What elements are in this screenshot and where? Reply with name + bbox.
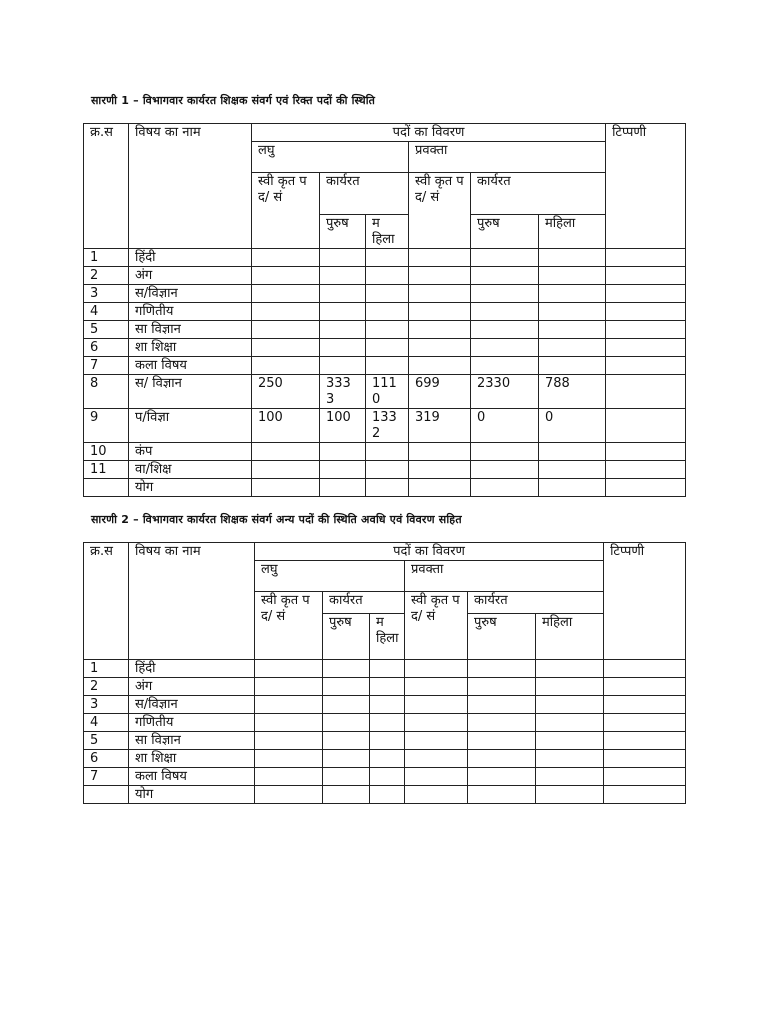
table-cell-e [471,267,539,285]
table-cell-f [539,339,606,357]
working-header: कार्यरत [323,592,405,614]
table-cell-d [409,357,471,375]
table-cell-d [409,303,471,321]
table-cell-empty [370,660,405,678]
table-row [84,303,686,321]
table-row [84,750,686,768]
table-cell-empty [370,750,405,768]
table-cell-sn: 2 [84,267,129,285]
table-cell-empty [255,696,323,714]
table-cell-d: 319 [409,409,471,443]
table-cell-empty [370,696,405,714]
male2-header: पुरुष [471,215,539,249]
table-cell-empty [323,732,370,750]
table-cell-empty [468,660,536,678]
table-cell-b [320,461,366,479]
table-cell-empty [536,714,604,732]
table-cell-sn: 4 [84,303,129,321]
table-cell-f [539,479,606,497]
table-cell-f [539,357,606,375]
table-cell-empty [323,696,370,714]
table-cell-empty [536,786,604,804]
table-cell-b: 3333 [320,375,366,409]
table-cell-empty [468,714,536,732]
table-cell-b [320,339,366,357]
table-cell-sn: 8 [84,375,129,409]
table-cell-b [320,267,366,285]
working-header: कार्यरत [320,173,409,215]
table-cell-empty [370,714,405,732]
table-cell-g [606,285,686,303]
table-cell-empty [536,660,604,678]
table-cell-c [366,443,409,461]
table-cell-empty [468,750,536,768]
working2-header: कार्यरत [468,592,604,614]
table-cell-f [539,267,606,285]
table-cell-b [320,357,366,375]
female-header: महिला [370,614,405,660]
table-row [84,285,686,303]
table-cell-empty [604,660,686,678]
table-cell-name: स/विज्ञान [129,285,252,303]
table-cell-a [252,479,320,497]
sanctioned-header: स्वी कृत पद/ सं [255,592,323,660]
remarks-header: टिप्पणी [606,124,686,249]
table-row [84,678,686,696]
table-cell-empty [536,732,604,750]
remarks-header: टिप्पणी [604,543,686,660]
table-row [84,321,686,339]
serial-header: क्र.स [84,543,129,660]
table-cell-b [320,443,366,461]
table-cell-e [471,461,539,479]
table-cell-g [606,249,686,267]
table-cell-a [252,285,320,303]
table-cell-a [252,339,320,357]
table-cell-empty [405,732,468,750]
table-cell-f [539,461,606,479]
table-cell-sn: 1 [84,249,129,267]
table-cell-sn: 1 [84,660,129,678]
table-cell-empty [370,768,405,786]
table-cell-e: 2330 [471,375,539,409]
table-cell-empty [323,678,370,696]
table-cell-f: 0 [539,409,606,443]
table-cell-name: अंग [129,267,252,285]
table-cell-a [252,461,320,479]
table-cell-g [606,375,686,409]
table-cell-empty [604,750,686,768]
table-cell-e [471,479,539,497]
table-cell-c [366,303,409,321]
table-cell-empty [604,768,686,786]
table-cell-empty [255,768,323,786]
table-cell-d [409,267,471,285]
male2-header: पुरुष [468,614,536,660]
group-header: पदों का विवरण [252,124,606,142]
table-cell-empty [604,732,686,750]
table-cell-name: कला विषय [129,768,255,786]
sanctioned2-header: स्वी कृत पद/ सं [405,592,468,660]
table-cell-e: 0 [471,409,539,443]
sanctioned-header: स्वी कृत पद/ सं [252,173,320,249]
table-cell-b [320,321,366,339]
table-cell-b [320,479,366,497]
table-cell-a [252,267,320,285]
table-cell-empty [323,750,370,768]
table-cell-sn: 4 [84,714,129,732]
table-row [84,267,686,285]
table-cell-e [471,339,539,357]
table-cell-f [539,285,606,303]
male-header: पुरुष [320,215,366,249]
table-cell-b [320,249,366,267]
table-cell-empty [468,768,536,786]
table-cell-name: गणितीय [129,714,255,732]
table-cell-b: 100 [320,409,366,443]
table-cell-empty [604,678,686,696]
table-cell-empty [536,768,604,786]
table-cell-c [366,357,409,375]
table-cell-g [606,357,686,375]
table-cell-g [606,409,686,443]
table-cell-a [252,321,320,339]
table-cell-d [409,461,471,479]
table-cell-name: योग [129,786,255,804]
table-cell-a [252,443,320,461]
table-cell-e [471,321,539,339]
table-cell-sn: 11 [84,461,129,479]
table-cell-name: योग [129,479,252,497]
table-cell-g [606,321,686,339]
table-cell-a: 250 [252,375,320,409]
table1 [83,123,686,497]
table-cell-name: गणितीय [129,303,252,321]
table-cell-empty [468,732,536,750]
table-cell-empty [255,786,323,804]
table-cell-name: कला विषय [129,357,252,375]
table-row [84,732,686,750]
table-cell-empty [255,732,323,750]
table-cell-name: प/विज्ञा [129,409,252,443]
table-row [84,714,686,732]
female2-header: महिला [536,614,604,660]
table-cell-empty [536,750,604,768]
name-header: विषय का नाम [129,543,255,660]
table-cell-empty [468,696,536,714]
table-cell-empty [370,678,405,696]
table-cell-e [471,285,539,303]
table-cell-empty [468,786,536,804]
table-row [84,339,686,357]
table-cell-empty [405,750,468,768]
serial-header: क्र.स [84,124,129,249]
table-row [84,249,686,267]
table-cell-c [366,249,409,267]
table-cell-d [409,339,471,357]
table-cell-empty [323,786,370,804]
table-row [84,375,686,409]
table-cell-e [471,249,539,267]
group-header: पदों का विवरण [255,543,604,561]
table-row [84,409,686,443]
table-cell-empty [468,678,536,696]
table-cell-d [409,249,471,267]
table-cell-e [471,443,539,461]
table-row [84,696,686,714]
sub-a-header: लघु [255,561,405,592]
table2-caption: सारणी 2 – विभागवार कार्यरत शिक्षक संवर्ग अन्य पदों की स्थिति अवधि एवं विवरण सहित [91,513,462,526]
table-cell-empty [323,660,370,678]
table-cell-d [409,443,471,461]
table-cell-f: 788 [539,375,606,409]
table-cell-empty [323,714,370,732]
table-cell-sn: 3 [84,285,129,303]
table-cell-d [409,479,471,497]
table-row [84,660,686,678]
table-cell-empty [255,678,323,696]
table-cell-name: वा/शिक्ष [129,461,252,479]
table1-caption: सारणी 1 – विभागवार कार्यरत शिक्षक संवर्ग एवं रिक्त पदों की स्थिति [91,94,376,107]
table-cell-c [366,479,409,497]
table-cell-empty [370,786,405,804]
table-cell-a [252,303,320,321]
male-header: पुरुष [323,614,370,660]
table-cell-name: शा शिक्षा [129,339,252,357]
table-cell-name: हिंदी [129,249,252,267]
table-cell-empty [536,696,604,714]
table-cell-sn [84,786,129,804]
name-header: विषय का नाम [129,124,252,249]
table-cell-e [471,303,539,321]
table-cell-b [320,285,366,303]
table-cell-empty [370,732,405,750]
table-row [84,768,686,786]
table-cell-sn: 7 [84,768,129,786]
table-cell-d: 699 [409,375,471,409]
table-cell-sn [84,479,129,497]
table-cell-a [252,357,320,375]
table-cell-f [539,249,606,267]
table-cell-sn: 5 [84,732,129,750]
table-cell-c [366,267,409,285]
table-row [84,443,686,461]
table-cell-d [409,285,471,303]
table-cell-name: शा शिक्षा [129,750,255,768]
sub-b-header: प्रवक्ता [409,142,606,173]
table-cell-sn: 6 [84,750,129,768]
table-cell-d [409,321,471,339]
table-cell-empty [405,786,468,804]
table-cell-c [366,285,409,303]
table-cell-empty [405,714,468,732]
table-cell-empty [255,714,323,732]
female2-header: महिला [539,215,606,249]
table-cell-empty [604,786,686,804]
table-cell-f [539,303,606,321]
table-cell-empty [604,696,686,714]
table-row [84,479,686,497]
sanctioned2-header: स्वी कृत पद/ सं [409,173,471,249]
table-cell-a: 100 [252,409,320,443]
table-cell-empty [255,750,323,768]
table-row [84,357,686,375]
table-cell-name: हिंदी [129,660,255,678]
table-cell-g [606,339,686,357]
table-cell-empty [255,660,323,678]
table-cell-name: स/ विज्ञान [129,375,252,409]
table-cell-g [606,443,686,461]
female-header: महिला [366,215,409,249]
table-cell-empty [604,714,686,732]
table-cell-sn: 9 [84,409,129,443]
table-cell-sn: 6 [84,339,129,357]
table-cell-empty [536,678,604,696]
table-cell-name: सा विज्ञान [129,732,255,750]
table-row [84,461,686,479]
table-cell-empty [405,678,468,696]
table-cell-name: स/विज्ञान [129,696,255,714]
table-cell-empty [323,768,370,786]
table-cell-g [606,303,686,321]
table-cell-g [606,267,686,285]
sub-b-header: प्रवक्ता [405,561,604,592]
table-cell-c: 1110 [366,375,409,409]
table-cell-b [320,303,366,321]
table-cell-name: सा विज्ञान [129,321,252,339]
table2 [83,542,686,804]
table-cell-c: 1332 [366,409,409,443]
table-cell-sn: 7 [84,357,129,375]
table-cell-g [606,461,686,479]
table-cell-e [471,357,539,375]
table-cell-name: अंग [129,678,255,696]
table-cell-sn: 10 [84,443,129,461]
table-cell-f [539,321,606,339]
table-cell-empty [405,696,468,714]
table-cell-c [366,321,409,339]
sub-a-header: लघु [252,142,409,173]
table-cell-c [366,461,409,479]
table-cell-f [539,443,606,461]
table-cell-g [606,479,686,497]
table-cell-a [252,249,320,267]
table-cell-sn: 2 [84,678,129,696]
table-row [84,786,686,804]
table-cell-sn: 3 [84,696,129,714]
table-cell-c [366,339,409,357]
table-cell-empty [405,660,468,678]
working2-header: कार्यरत [471,173,606,215]
table-cell-sn: 5 [84,321,129,339]
table-cell-empty [405,768,468,786]
table-cell-name: कंप [129,443,252,461]
